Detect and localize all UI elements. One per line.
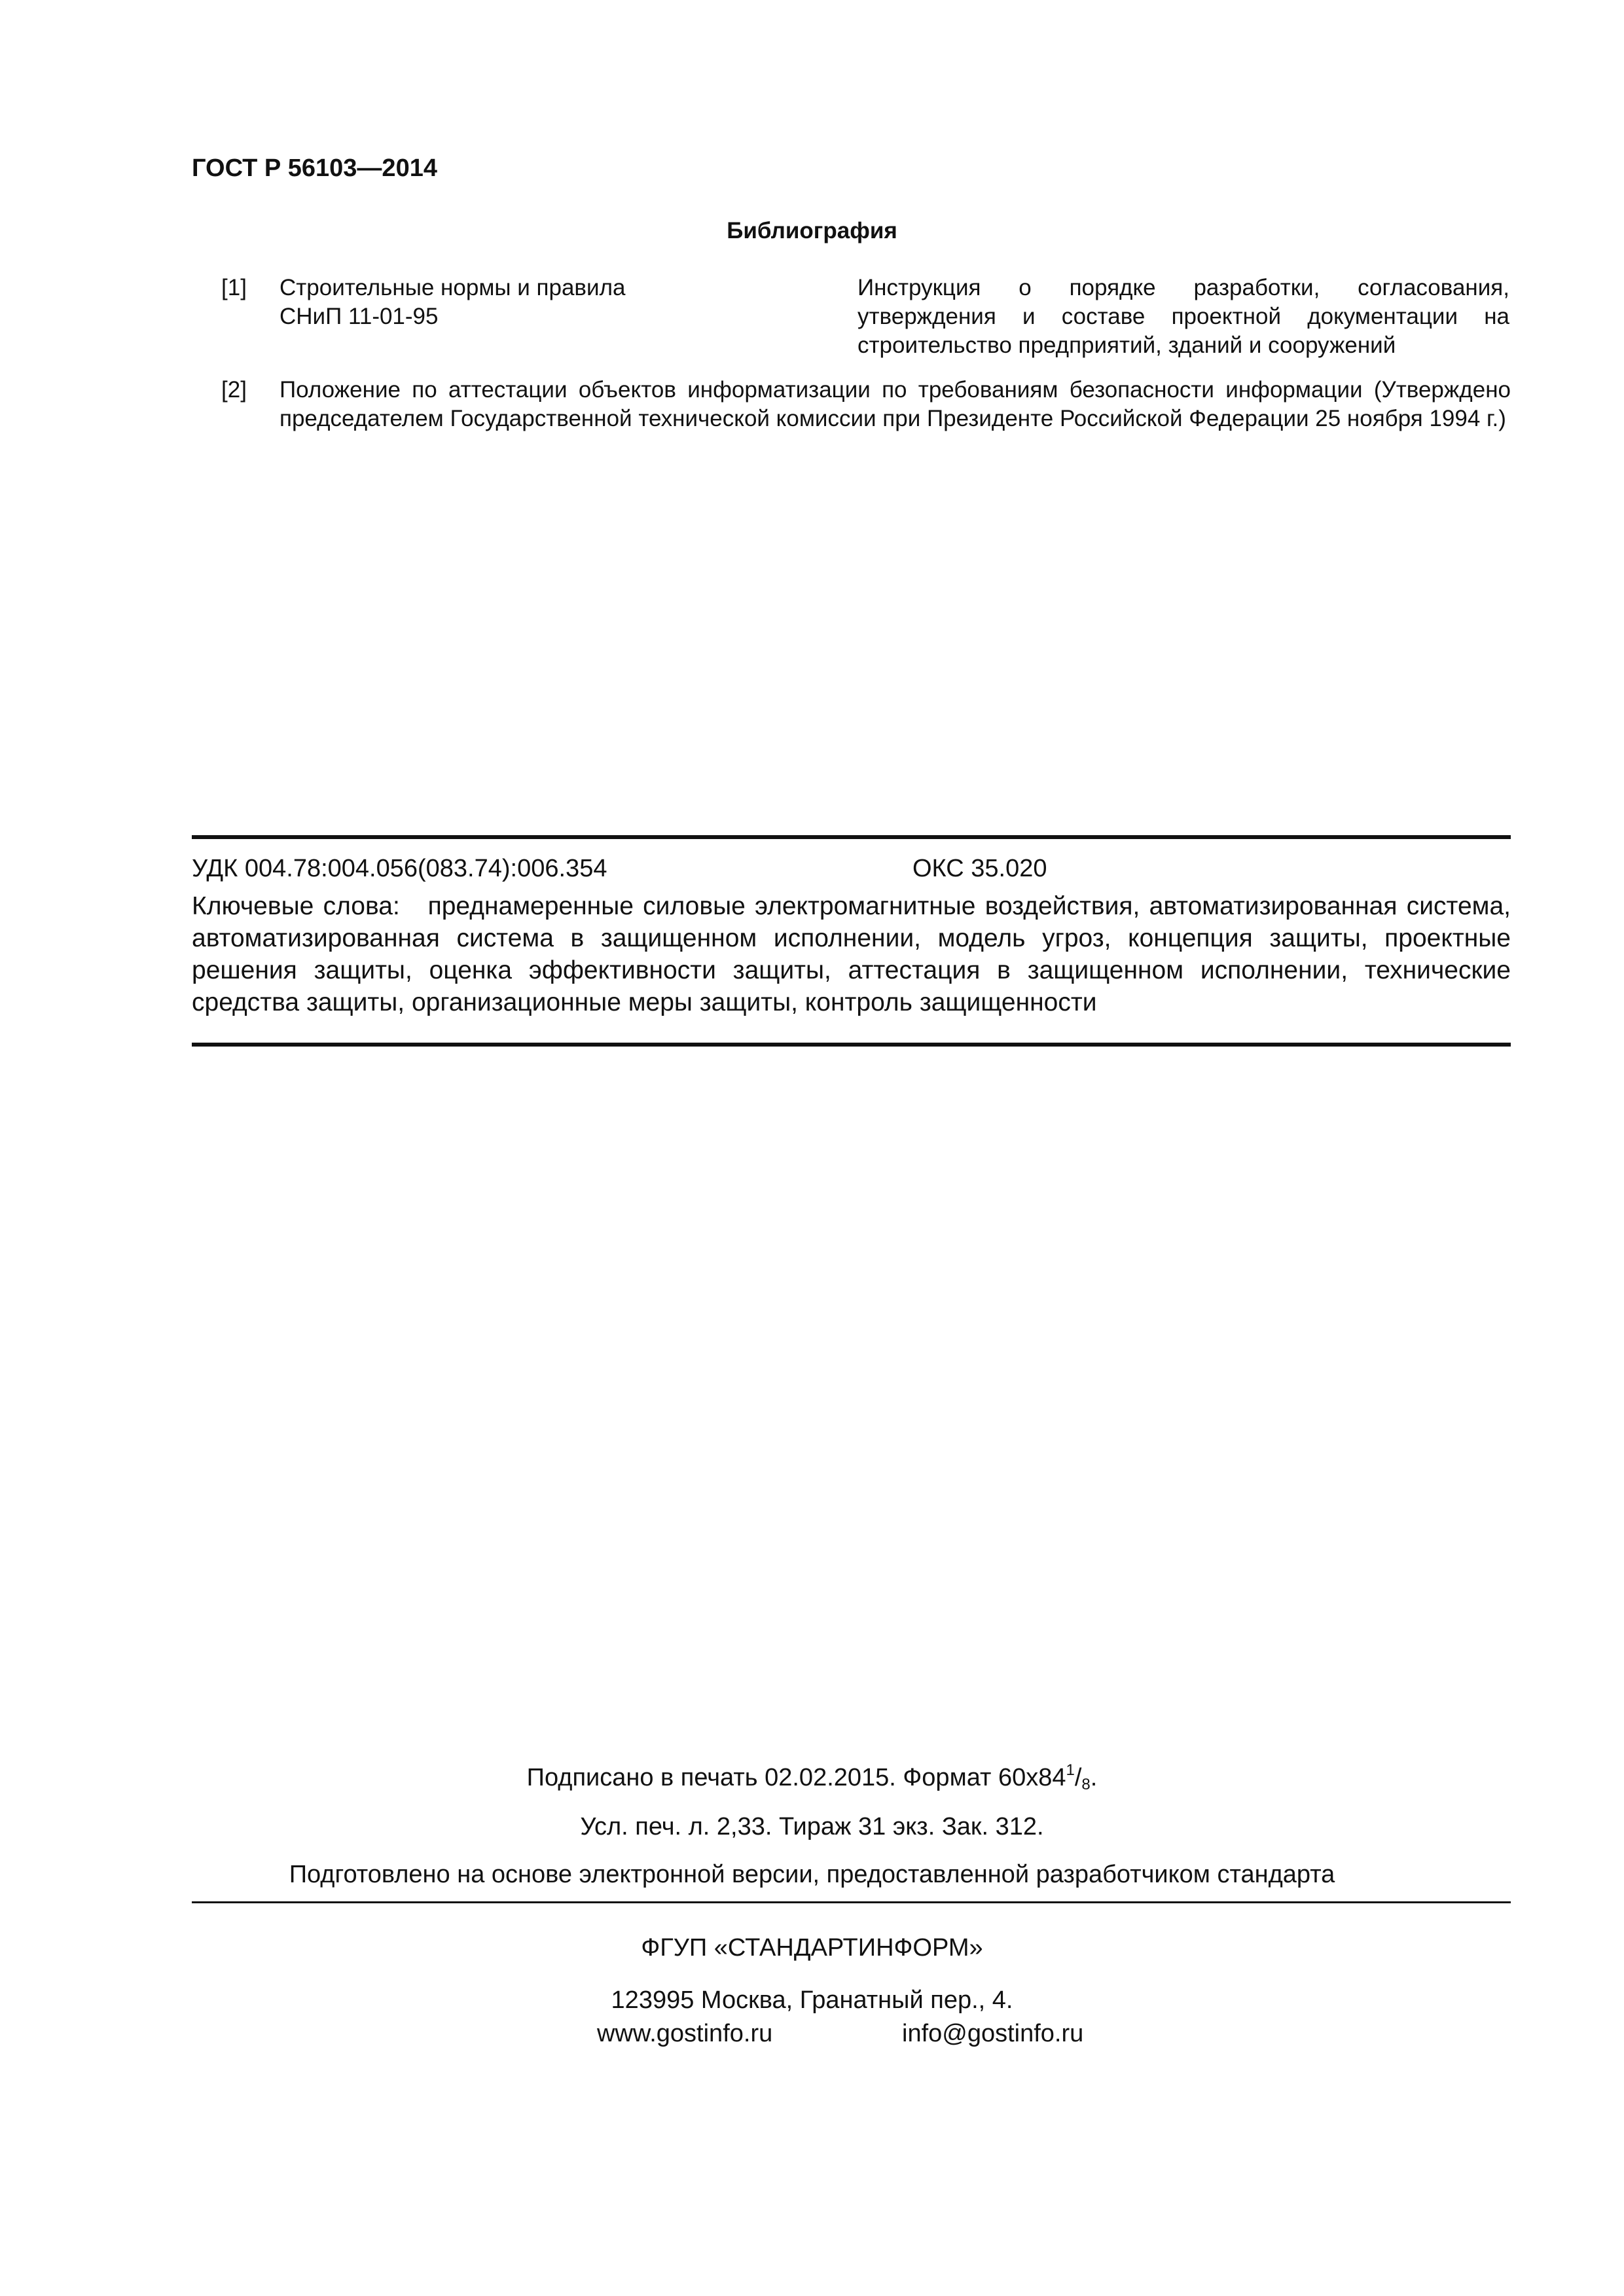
bibliography-entry-1-source [280, 274, 672, 331]
publisher-email-link[interactable]: info@gostinfo.ru [902, 2020, 1084, 2047]
format-subscript: 8 [1081, 1776, 1091, 1793]
publisher-name: ФГУП «СТАНДАРТИНФОРМ» [641, 1934, 983, 1962]
signed-for-print-end: . [1090, 1764, 1098, 1791]
format-superscript: 1 [1066, 1761, 1075, 1779]
bibliography-entry-2-text: Положение по аттестации объектов информатизации по требованиям безопасности информации (Утверждено председателем Государственной технической комиссии при Президенте Российской Федерации 25 ноября 1994 г.) [280, 377, 1511, 431]
bibliography-title: Библиография [727, 218, 897, 243]
bibliography-entry-2-number: [2] [221, 377, 247, 403]
classification-top-rule [192, 835, 1511, 839]
publisher-website-link[interactable]: www.gostinfo.ru [597, 2020, 773, 2047]
publisher-address: 123995 Москва, Гранатный пер., 4. [611, 1986, 1013, 2014]
signed-for-print-text: Подписано в печать 02.02.2015. Формат 60х84 [526, 1764, 1066, 1791]
imprint-rule [192, 1901, 1511, 1903]
bibliography-entry-1-source-title: Строительные нормы и правила [280, 275, 626, 300]
keywords-paragraph [192, 890, 1511, 1018]
format-slash: / [1074, 1764, 1082, 1791]
bibliography-entry-1-source-code: СНиП 11-01-95 [280, 304, 439, 329]
classification-bottom-rule [192, 1043, 1511, 1047]
keywords-label: Ключевые слова: [192, 892, 400, 920]
print-details: Усл. печ. л. 2,33. Тираж 31 экз. Зак. 312. [580, 1813, 1044, 1840]
keywords-list: преднамеренные силовые электромагнитные воздействия, автоматизированная система, автоматизированная система в защищенном исполнении, модель угроз, концепция защиты, проектные решения защиты, оценка эффективности защиты, аттестация в защищенном исполнении, технические средства защиты, организационные меры защиты, контроль защищенности [192, 892, 1511, 1016]
bibliography-entry-1-description: Инструкция о порядке разработки, согласования, утверждения и составе проектной документации на строительство предприятий, зданий и сооружений [857, 275, 1509, 358]
bibliography-entry-1-number: [1] [221, 275, 247, 300]
prepared-note: Подготовлено на основе электронной версии, предоставленной разработчиком стандарта [289, 1861, 1335, 1888]
document-code: ГОСТ Р 56103—2014 [192, 154, 437, 182]
signed-for-print-line [0, 1761, 1624, 1793]
oks-code: ОКС 35.020 [912, 855, 1047, 882]
udc-code: УДК 004.78:004.056(083.74):006.354 [192, 855, 607, 882]
